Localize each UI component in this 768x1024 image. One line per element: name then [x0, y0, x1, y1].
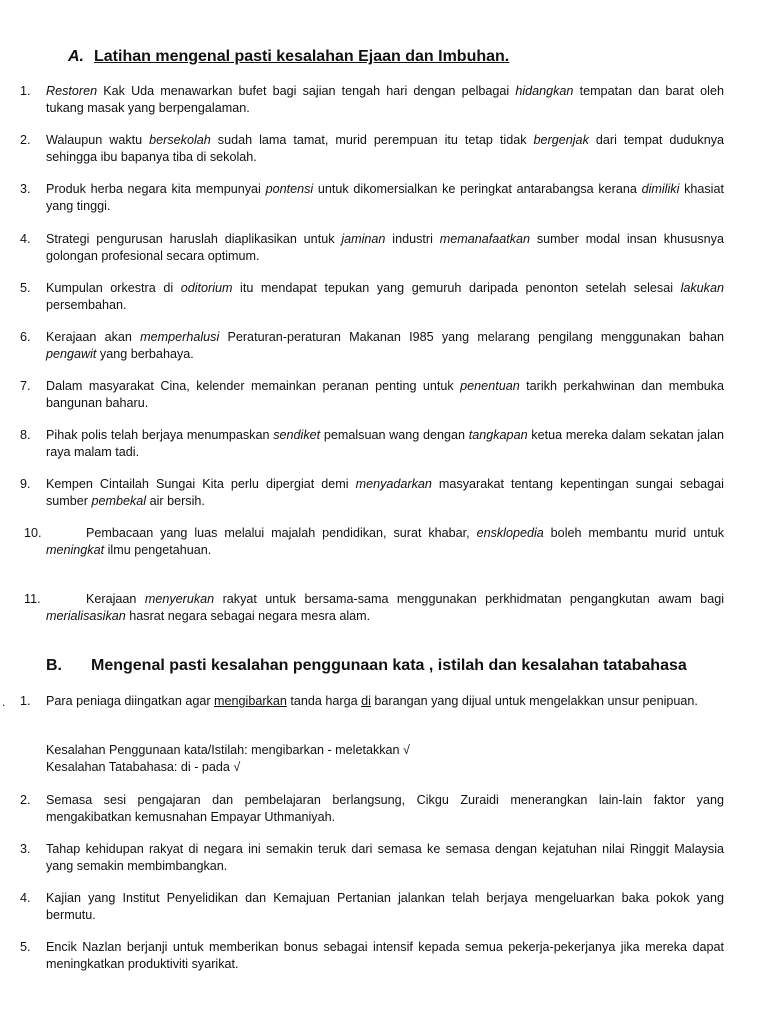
sentence-text: Para peniaga diingatkan agar: [46, 694, 215, 708]
sentence-text: Walaupun waktu: [46, 133, 150, 147]
section-a-item-text: [46, 476, 724, 509]
section-a-item-text: [46, 280, 724, 313]
sentence-text: ketua mereka dalam sekatan jalan raya malam tadi.: [46, 428, 724, 459]
section-a-item-text: [46, 329, 724, 362]
highlighted-error-word: lakukan: [680, 281, 724, 295]
section-a-item-number: 3.: [20, 182, 31, 196]
section-a-item-text: [46, 181, 724, 214]
sentence-text: ilmu pengetahuan.: [104, 542, 212, 557]
highlighted-error-word: dimiliki: [641, 182, 680, 196]
sentence-text: Kerajaan: [86, 592, 145, 606]
section-a-item-text: [46, 378, 724, 411]
underlined-error-word: mengibarkan: [214, 694, 287, 708]
highlighted-error-word: merialisasikan: [46, 608, 126, 623]
sentence-text: Kempen Cintailah Sungai Kita perlu dipergiat demi: [46, 477, 356, 491]
sentence-text: persembahan.: [46, 297, 127, 312]
section-b-title: Mengenal pasti kesalahan penggunaan kata , istilah dan kesalahan tatabahasa: [91, 657, 687, 674]
section-a-item: [20, 591, 724, 624]
highlighted-error-word: sendiket: [273, 428, 321, 442]
section-a-item: [20, 378, 724, 411]
section-b-item-text: [46, 939, 724, 972]
section-a-item: [20, 231, 724, 264]
sentence-text: untuk dikomersialkan ke peringkat antarabangsa kerana: [313, 182, 642, 196]
highlighted-error-word: tangkapan: [468, 428, 528, 442]
section-b-item: [20, 841, 724, 874]
sentence-text: Pembacaan yang luas melalui majalah pendidikan, surat khabar,: [86, 526, 477, 540]
section-b-item: [20, 890, 724, 923]
section-a-item-number: 4.: [20, 232, 31, 246]
sentence-text: Kajian yang Institut Penyelidikan dan Kemajuan Pertanian jalankan telah berjaya mengeluarkan baka pokok yang bermutu.: [46, 891, 724, 922]
highlighted-error-word: pembekal: [91, 493, 147, 508]
section-a-item-text: [46, 132, 724, 165]
sentence-text: Kumpulan orkestra di: [46, 281, 181, 295]
highlighted-error-word: meningkat: [46, 542, 105, 557]
highlighted-error-word: memperhalusi: [140, 330, 220, 344]
section-b-item: [20, 939, 724, 972]
sentence-text: barangan yang dijual untuk mengelakkan unsur penipuan.: [370, 694, 698, 708]
section-b-item-number: 4.: [20, 891, 31, 905]
section-a-item-number: 9.: [20, 477, 31, 491]
section-b-item-number: 1.: [20, 694, 31, 708]
section-b-item-number: 5.: [20, 940, 31, 954]
section-a-item-number: 7.: [20, 379, 31, 393]
highlighted-error-word: penentuan: [460, 379, 520, 393]
stray-mark: .: [2, 695, 6, 709]
section-a-item-number: 8.: [20, 428, 31, 442]
highlighted-error-word: bergenjak: [533, 133, 589, 147]
sentence-text: rakyat untuk bersama-sama menggunakan perkhidmatan pengangkutan awam bagi: [214, 592, 724, 606]
highlighted-error-word: bersekolah: [149, 133, 211, 147]
section-a-item-text: [46, 591, 724, 624]
section-a-item: [20, 83, 724, 116]
sentence-text: hasrat negara sebagai negara mesra alam.: [125, 608, 371, 623]
sentence-text: khasiat yang tinggi.: [46, 182, 724, 213]
section-a-letter: A.: [68, 48, 84, 65]
sentence-text: Pihak polis telah berjaya menumpaskan: [46, 428, 274, 442]
sentence-text: Kak Uda menawarkan bufet bagi sajian tengah hari dengan pelbagai: [97, 84, 516, 98]
sentence-text: Produk herba negara kita mempunyai: [46, 182, 266, 196]
sentence-text: boleh membantu murid untuk: [543, 526, 724, 540]
section-b-item-text: [46, 693, 724, 710]
sentence-text: Peraturan-peraturan Makanan I985 yang melarang pengilang menggunakan bahan: [219, 330, 724, 344]
highlighted-error-word: Restoren: [46, 84, 98, 98]
section-a-item-text: [46, 83, 724, 116]
correction-note-usage: Kesalahan Penggunaan kata/Istilah: mengibarkan - meletakkan √: [46, 743, 410, 757]
sentence-text: Kerajaan akan: [46, 330, 141, 344]
section-a-item-number: 5.: [20, 281, 31, 295]
section-a-heading: [68, 48, 509, 66]
sentence-text: sudah lama tamat, murid perempuan itu tetap tidak: [210, 133, 534, 147]
sentence-text: yang berbahaya.: [96, 346, 194, 361]
section-a-item: [20, 476, 724, 509]
sentence-text: tarikh perkahwinan dan membuka bangunan baharu.: [46, 379, 724, 410]
section-b-item: [20, 693, 724, 710]
section-a-title: atihan mengenal pasti kesalahan Ejaan dan Imbuhan.: [103, 48, 510, 65]
sentence-text: industri: [385, 232, 440, 246]
sentence-text: air bersih.: [146, 493, 205, 508]
section-b-item-number: 3.: [20, 842, 31, 856]
section-a-item: [20, 427, 724, 460]
section-b-item: [20, 792, 724, 825]
sentence-text: tanda harga: [286, 694, 362, 708]
highlighted-error-word: menyerukan: [144, 592, 215, 606]
highlighted-error-word: oditorium: [180, 281, 233, 295]
section-b-item-text: [46, 890, 724, 923]
section-a-item-number: 11.: [24, 592, 41, 606]
sentence-text: Dalam masyarakat Cina, kelender memainkan peranan penting untuk: [46, 379, 461, 393]
highlighted-error-word: pontensi: [265, 182, 314, 196]
sentence-text: Tahap kehidupan rakyat di negara ini semakin teruk dari semasa ke semasa dengan kejatuhan nilai Ringgit Malaysia yang semakin membimbangkan.: [46, 842, 724, 873]
sentence-text: tempatan dan barat oleh tukang masak yang berpengalaman.: [46, 84, 724, 115]
section-a-item-number: 2.: [20, 133, 31, 147]
section-b-item-number: 2.: [20, 793, 31, 807]
section-a-title-initial: L: [94, 48, 104, 65]
sentence-text: masyarakat tentang kepentingan sungai sebagai sumber: [46, 477, 724, 508]
section-a-item-number: 10.: [24, 526, 42, 540]
sentence-text: Strategi pengurusan haruslah diaplikasikan untuk: [46, 232, 342, 246]
sentence-text: pemalsuan wang dengan: [320, 428, 469, 442]
sentence-text: dari tempat duduknya sehingga ibu bapanya tiba di sekolah.: [46, 133, 725, 164]
section-b-item-text: [46, 792, 724, 825]
section-b-item-text: [46, 841, 724, 874]
highlighted-error-word: memanafaatkan: [439, 232, 531, 246]
section-b-heading: [46, 657, 687, 675]
section-a-item-text: [46, 427, 724, 460]
section-a-item-text: [46, 231, 724, 264]
sentence-text: Semasa sesi pengajaran dan pembelajaran berlangsung, Cikgu Zuraidi menerangkan lain-lain faktor yang mengakibatkan kemusnahan Empayar Uthmaniyah.: [46, 793, 724, 824]
highlighted-error-word: pengawit: [46, 346, 97, 361]
correction-note-grammar: Kesalahan Tatabahasa: di - pada √: [46, 760, 241, 774]
underlined-error-word: di: [361, 694, 371, 708]
section-a-item: [20, 181, 724, 214]
sentence-text: Encik Nazlan berjanji untuk memberikan bonus sebagai intensif kepada semua pekerja-pekerjanya jika mereka dapat meningkatkan produktiviti syarikat.: [46, 940, 724, 971]
sentence-text: itu mendapat tepukan yang gemuruh daripada penonton setelah selesai: [232, 281, 681, 295]
highlighted-error-word: jaminan: [341, 232, 386, 246]
highlighted-error-word: menyadarkan: [355, 477, 432, 491]
section-a-item: [20, 280, 724, 313]
section-b-letter: B.: [46, 657, 62, 674]
section-a-item-text: [46, 525, 724, 558]
section-a-item: [20, 525, 724, 558]
section-a-item-number: 6.: [20, 330, 31, 344]
highlighted-error-word: hidangkan: [515, 84, 574, 98]
section-a-item: [20, 132, 724, 165]
highlighted-error-word: ensklopedia: [476, 526, 544, 540]
section-a-item: [20, 329, 724, 362]
sentence-text: sumber modal insan khususnya golongan profesional secara optimum.: [46, 232, 724, 263]
section-a-item-number: 1.: [20, 84, 31, 98]
